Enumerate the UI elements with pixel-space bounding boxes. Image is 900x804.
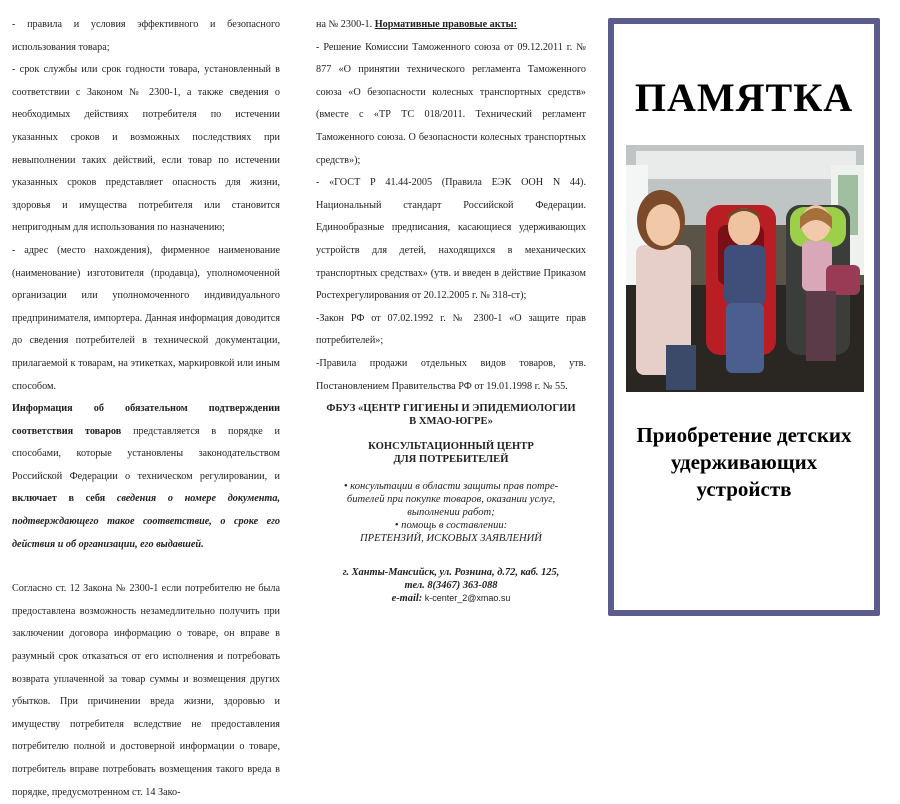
contact-address: г. Ханты-Мансийск, ул. Рознина, д.72, каб. 125, [342,567,560,578]
paragraph-acts [316,14,586,37]
conformity-details: сведения о номере документа, подтверждающего такое соответствие, о сроке его действия и об организации, его выдавшей. [12,493,280,550]
services-list: • консультации в области защиты прав потре- бителей при покупке товаров, оказании услуг, выполнении работ; • помощь в составлении: ПРЕТЕНЗИЙ, ИСКОВЫХ ЗАЯВЛЕНИЙ [343,481,559,544]
consult-center-title: КОНСУЛЬТАЦИОННЫЙ ЦЕНТР ДЛЯ ПОТРЕБИТЕЛЕЙ [368,441,534,465]
act-item: - Решение Комиссии Таможенного союза от 09.12.2011 г. № 877 «О принятии технического регламента Таможенного союза «О безопасности колесных транспортных средств» (вместе с «ТР ТС 018/2011. Технический регламент Таможенного союза. О безопасности колесных транспортных средств»); [316,41,586,166]
act-item: - «ГОСТ Р 41.44-2005 (Правила ЕЭК ООН N 44). Национальный стандарт Российской Федерации. Единообразные предписания, касающиеся удерживающих устройств для детей, находящихся в механических транспортных средствах» (утв. и введен в действие Приказом Ростехрегулирования от 20.12.2005 г. № 318-ст); [316,177,586,302]
contact-email: e-mail: k-center_2@xmao.su [391,593,511,604]
organization-name: ФБУЗ «ЦЕНТР ГИГИЕНЫ И ЭПИДЕМИОЛОГИИ В ХМАО-ЮГРЕ» [326,403,576,427]
paragraph-conformity-info [12,398,280,556]
act-item: -Закон РФ от 07.02.1992 г. № 2300-1 «О защите прав потребителей»; [316,312,586,347]
acts-heading: Нормативные правовые акты: [374,19,517,30]
cover-subtitle: Приобретение детских удерживающих устройств [636,423,852,501]
children-in-car-seats-photo [626,145,864,392]
contact-phone: тел. 8(3467) 363-088 [404,580,498,591]
paragraph-article-12: Согласно ст. 12 Закона № 2300-1 если потребителю не была предоставлена возможность незамедлительно получить при заключении договора информацию о товаре, он вправе в разумный срок отказаться от его исполнения и потребовать возврата уплаченной за товар суммы и возмещения других убытков. При причинении вреда жизни, здоровью и имуществу потребителя вследствие не предоставления потребителю полной и достоверной информации о товаре, потребитель вправе потребовать возмещения такого вреда в порядке, предусмотренном ст. 14 Зако- [12,583,280,798]
contact-info [316,566,586,605]
column-middle [316,14,586,398]
paragraph-usage-rules: - правила и условия эффективного и безопасного использования товара; [12,19,280,53]
column-left [12,14,280,804]
conformity-includes: включает в себя [12,493,106,505]
law-continuation: на № 2300-1. [316,19,375,30]
email-link[interactable]: k-center_2@xmao.su [422,593,511,603]
paragraph-service-life: - срок службы или срок годности товара, установленный в соответствии с Законом № 2300-1, а также сведения о необходимых действиях потребителя по истечении указанных сроков и возможных последствиях при невыполнении таких действий, если товар по истечении указанных сроков представляет опасность для жизни, здоровья и имущества потребителя или становится непригодным для использования по назначению; [12,64,280,234]
conformity-text: представляется в порядке и способами, которые установлены законодательством Российской Федерации о техническом регулировании, и [12,425,280,482]
act-item: -Правила продажи отдельных видов товаров, утв. Постановлением Правительства РФ от 19.01.1998 г. № 55. [316,357,586,392]
conformity-heading: Информация об обязательном подтверждении соответствия товаров [12,403,280,437]
paragraph-manufacturer-address: - адрес (место нахождения), фирменное наименование (наименование) изготовителя (продавца), уполномоченной организации или уполномоченного индивидуального предпринимателя, импортера. Данная информация доводится до сведения потребителей в технической документации, прилагаемой к товарам, на этикетках, маркировкой или иным способом. [12,244,280,392]
cover-panel [608,18,880,616]
cover-title: ПАМЯТКА [634,75,854,120]
